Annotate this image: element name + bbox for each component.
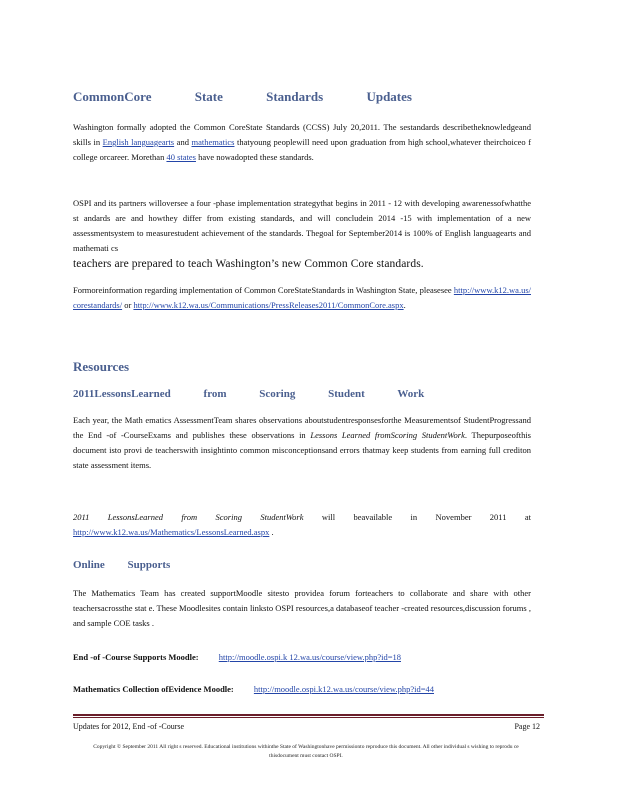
footer-rule-thin xyxy=(73,717,544,718)
page-title: CommonCore State Standards Updates xyxy=(73,89,412,104)
more-info-paragraph xyxy=(73,283,531,313)
states-link[interactable]: 40 states xyxy=(166,152,196,162)
online-supports-heading: Online Supports xyxy=(73,559,171,571)
lessons-heading: 2011LessonsLearned from Scoring Student Work xyxy=(73,388,425,400)
text: Formoreinformation regarding implementation of Common CoreStateStandards in Washington State, pleasesee xyxy=(73,285,452,295)
copyright-notice: Copyright © September 2011 All right s reserved. Educational institutions withinthe State of Washingtonhave permissionto reproduce this document. All other individual s wishing to reprodu ce thisdocument must contact OSPI. xyxy=(93,744,519,759)
text: have nowadopted these standards. xyxy=(198,152,314,162)
ela-link[interactable]: English languagearts xyxy=(102,137,175,147)
text: The Mathematics Team has created supportMoodle sitesto providea forum forteachers to collaborate and share with other teachersacrossthe stat e. These Moodlesites contain linksto OSPI resources,a databaseof teacher -created resources,discussion forums , and sample COE tasks . xyxy=(73,588,531,628)
resources-heading: Resources xyxy=(73,359,130,374)
text: Each year, the Math ematics AssessmentTeam shares observations aboutstudentresponsesforthe Measurementsof StudentProgressand the End -of -CourseExams and publishes these observations in xyxy=(73,415,531,440)
eoc-moodle-row xyxy=(73,652,401,662)
footer-title: Updates for 2012, End -of -Course xyxy=(73,722,185,731)
coe-moodle-row xyxy=(73,684,434,694)
lessons-learned-link[interactable]: http://www.k12.wa.us/Mathematics/LessonsLearned.aspx xyxy=(73,527,270,537)
footer-rule xyxy=(73,714,544,716)
footer xyxy=(73,722,544,731)
row-label: End -of -Course Supports Moodle: xyxy=(73,652,199,662)
eoc-moodle-link[interactable]: http://moodle.ospi.k 12.wa.us/course/view.php?id=18 xyxy=(218,652,401,662)
text: Washington formally adopted the Common CoreState Standards (CCSS) July 20,2011. The sestandards describetheknowledgeand skills in xyxy=(73,122,531,147)
text: . xyxy=(271,527,274,537)
availability-paragraph xyxy=(73,510,531,540)
text: or xyxy=(124,300,132,310)
corestandards-link[interactable]: http://www.k12.wa.us/ corestandards/ xyxy=(73,285,531,310)
text: . xyxy=(403,300,406,310)
goal-sentence: teachers are prepared to teach Washington’s new Common Core standards. xyxy=(73,258,424,270)
coe-moodle-link[interactable]: http://moodle.ospi.k12.wa.us/course/view.php?id=44 xyxy=(253,684,435,694)
mathematics-link[interactable]: mathematics xyxy=(191,137,235,147)
publication-title: Lessons Learned fromScoring StudentWork xyxy=(310,430,465,440)
text: will beavailable in November 2011 at xyxy=(321,512,532,522)
row-label: Mathematics Collection ofEvidence Moodle: xyxy=(73,684,234,694)
page-number: Page 12 xyxy=(514,722,540,731)
moodle-paragraph xyxy=(73,586,531,631)
press-release-link[interactable]: http://www.k12.wa.us/Communications/PressReleases2011/CommonCore.aspx xyxy=(133,300,404,310)
publication-title: 2011 LessonsLearned from Scoring StudentWork xyxy=(73,512,304,522)
ccss-paragraph xyxy=(73,120,531,165)
text: . Thepurposeofthis document isto provi de teacherswith insightinto common misconceptionsand errors thatmay keep students from earning full crediton state assessment items. xyxy=(73,430,531,470)
text: and xyxy=(176,137,189,147)
text: OSPI and its partners willoversee a four -phase implementation strategythat begins in 2011 - 12 with developing awarenessofwhatthe st andards are and howthey differ from existing standards, and will concludein 2014 -15 with implementation of a new assessmentsystem to measurestudent achievement of the standards. Thegoal for September2014 is 100% of English languagearts and mathemati cs xyxy=(73,198,531,253)
lessons-paragraph xyxy=(73,413,531,473)
implementation-paragraph xyxy=(73,196,531,272)
text: thatyoung peoplewill need upon graduation from high school,whatever theirchoiceo f college orcareer. Morethan xyxy=(73,137,532,162)
